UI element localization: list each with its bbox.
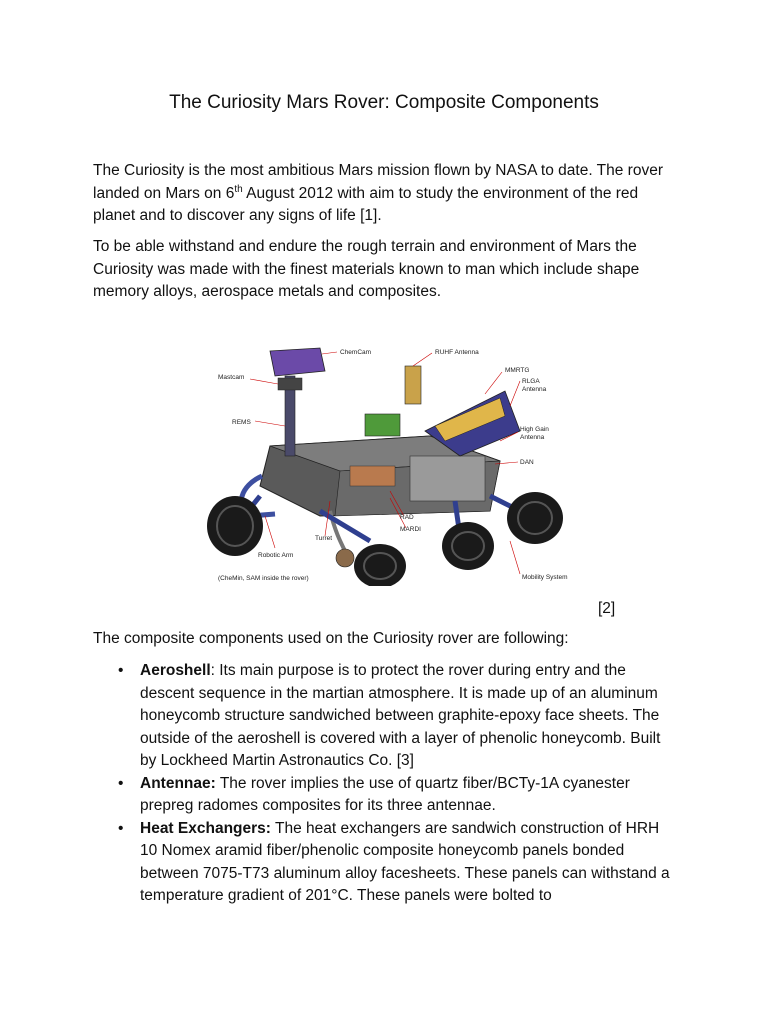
desc-heat-exchangers: The heat exchangers are sandwich construction of HRH 10 Nomex aramid fiber/phenolic composite honeycomb panels bonded between 7075-T73 aluminum alloy facesheets. These panels can withstand a temperature gradient of 201°C. These panels were bolted to <box>140 819 670 904</box>
figure-citation: [2] <box>598 600 616 617</box>
wheel-front-right <box>354 544 406 586</box>
label-turret: Turret <box>315 535 333 542</box>
intro-paragraph <box>93 160 683 228</box>
wheel-middle <box>442 522 494 570</box>
wheel-rear <box>507 492 563 544</box>
label-ruhf-antenna: RUHF Antenna <box>435 349 479 356</box>
label-high-gain-1: High Gain <box>520 426 549 433</box>
list-item-heat-exchangers <box>118 818 678 908</box>
list-item-antennae <box>118 773 678 818</box>
desc-aeroshell: : Its main purpose is to protect the rover during entry and the descent sequence in the martian atmosphere. It is made up of an aluminum honeycomb structure sandwiched between graphite-epoxy face sheets. The outside of the aeroshell is covered with a layer of phenolic honeycomb. Built by Lockheed Martin Astronautics Co. [3] <box>140 662 661 769</box>
intro-superscript: th <box>234 183 243 195</box>
label-robotic-arm: Robotic Arm <box>258 552 294 559</box>
label-rad: RAD <box>400 514 414 521</box>
bullet-dot: • <box>118 819 124 837</box>
label-rems: REMS <box>232 419 251 426</box>
rover-diagram <box>200 336 590 586</box>
bullet-dot: • <box>118 662 124 679</box>
list-intro: The composite components used on the Curiosity rover are following: <box>93 630 569 647</box>
page-title: The Curiosity Mars Rover: Composite Components <box>169 92 599 113</box>
term-aeroshell: Aeroshell <box>140 662 211 679</box>
wheel-front-left <box>207 496 263 556</box>
label-rlga-1: RLGA <box>522 378 540 385</box>
label-chemcam: ChemCam <box>340 349 372 356</box>
intro-text-b: August 2012 with aim to study the environment of the red planet and to discover any signs of life [1]. <box>93 184 639 224</box>
desc-antennae: The rover implies the use of quartz fiber/BCTy-1A cyanester prepreg radomes composites for its three antennae. <box>140 774 630 814</box>
label-mastcam: Mastcam <box>218 374 245 381</box>
label-mardi: MARDI <box>400 526 421 533</box>
label-dan: DAN <box>520 459 534 466</box>
rover-illustration <box>200 336 590 586</box>
term-antennae: Antennae: <box>140 774 216 792</box>
label-mmrtg: MMRTG <box>505 367 530 374</box>
label-mobility-system: Mobility System <box>522 574 568 581</box>
materials-paragraph: To be able withstand and endure the rough terrain and environment of Mars the Curiosity was made with the finest materials known to man which include shape memory alloys, aerospace metals and composites. <box>93 238 640 300</box>
list-item-aeroshell <box>118 660 678 773</box>
label-rlga-2: Antenna <box>522 386 547 393</box>
term-heat-exchangers: Heat Exchangers: <box>140 819 271 837</box>
intro-text-a: The Curiosity is the most ambitious Mars mission flown by NASA to date. The rover landed on Mars on 6 <box>93 162 663 202</box>
bullet-dot: • <box>118 774 124 792</box>
label-high-gain-2: Antenna <box>520 434 545 441</box>
composite-list <box>118 660 678 908</box>
label-chemin-sam: (CheMin, SAM inside the rover) <box>218 575 309 582</box>
